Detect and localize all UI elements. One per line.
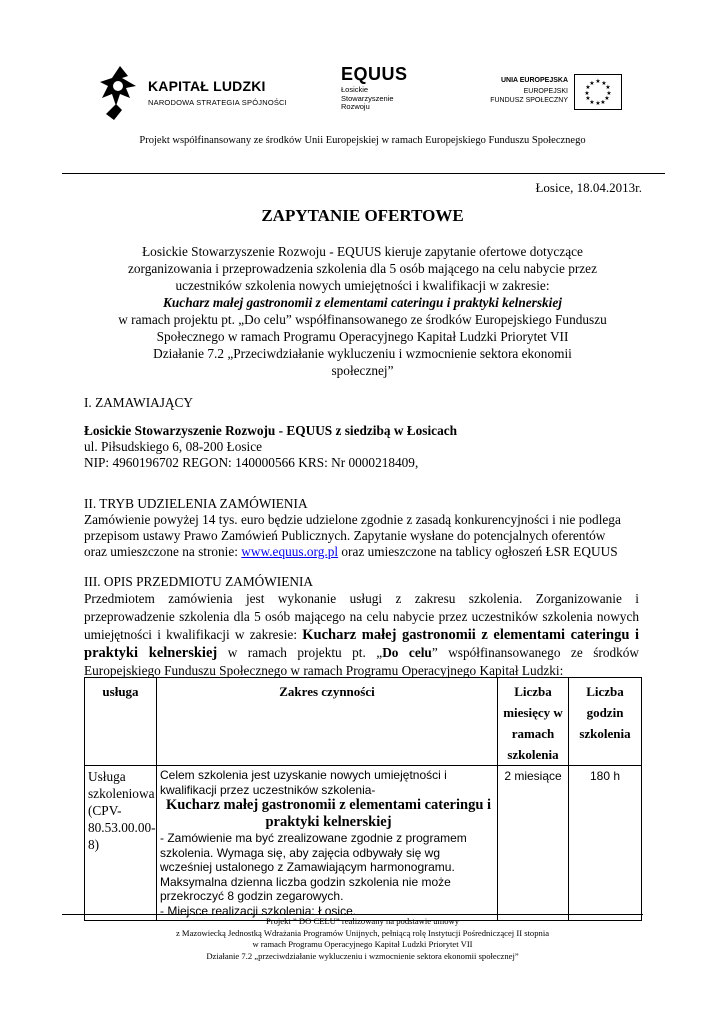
cell-months bbox=[498, 766, 569, 921]
section-3-text: w ramach projektu pt. „ bbox=[217, 645, 383, 660]
intro-line: zorganizowania i przeprowadzenia szkolenia dla 5 osób mającego na celu nabycie przez bbox=[128, 261, 597, 276]
footer bbox=[60, 916, 665, 962]
intro-line-bold: Kucharz małej gastronomii z elementami cateringu i praktyki kelnerskiej bbox=[163, 295, 562, 310]
header-months bbox=[498, 678, 569, 766]
intro-paragraph bbox=[60, 243, 665, 379]
section-3-text: umiejętności i kwalifikacji w zakresie: bbox=[84, 627, 303, 642]
header-months-line: miesięcy w bbox=[503, 705, 563, 720]
ordering-party-address: ul. Piłsudskiego 6, 08-200 Łosice bbox=[84, 439, 263, 454]
header-service bbox=[85, 678, 157, 766]
cell-scope bbox=[157, 766, 498, 921]
cell-hours bbox=[569, 766, 642, 921]
header-divider bbox=[62, 173, 665, 174]
section-2-text: oraz umieszczone na tablicy ogłoszeń ŁSR EQUUS bbox=[338, 544, 618, 559]
section-2-heading: II. TRYB UDZIELENIA ZAMÓWIENIA bbox=[84, 496, 308, 511]
scope-line: Maksymalna dzienna liczba godzin szkolenia nie może bbox=[160, 874, 451, 889]
service-line: 80.53.00.00- bbox=[88, 820, 156, 835]
services-table bbox=[84, 677, 642, 921]
footer-line: w ramach Programu Operacyjnego Kapitał Ludzki Priorytet VII bbox=[252, 939, 473, 949]
section-3-bold: Kucharz małej gastronomii z elementami cateringu i bbox=[302, 627, 639, 643]
eu-logo bbox=[490, 74, 630, 114]
ordering-party-name: Łosickie Stowarzyszenie Rozwoju - EQUUS z siedzibą w Łosicach bbox=[84, 423, 458, 438]
footer-divider bbox=[62, 914, 643, 915]
svg-text:★: ★ bbox=[589, 99, 595, 106]
svg-text:★: ★ bbox=[604, 95, 610, 102]
svg-text:★: ★ bbox=[606, 90, 612, 97]
service-line: Usługa bbox=[88, 769, 126, 784]
svg-text:★: ★ bbox=[589, 80, 595, 87]
intro-line: Działanie 7.2 „Przeciwdziałanie wykluczeniu i wzmocnienie sektora ekonomii bbox=[153, 346, 572, 361]
kapital-ludzki-logo bbox=[100, 64, 290, 122]
svg-text:★: ★ bbox=[585, 95, 591, 102]
eu-subtitle-line: FUNDUSZ SPOŁECZNY bbox=[490, 97, 568, 104]
section-1-heading: I. ZAMAWIAJĄCY bbox=[84, 395, 193, 410]
equus-website-link[interactable]: www.equus.org.pl bbox=[241, 544, 339, 559]
cell-service bbox=[85, 766, 157, 921]
section-3-text: ” współfinansowanego ze środków bbox=[431, 645, 640, 660]
section-3-line bbox=[84, 626, 639, 644]
footer-line: Działanie 7.2 „przeciwdziałanie wykluczeniu i wzmocnienie sektora ekonomii społecznej” bbox=[206, 950, 519, 961]
scope-bold-line: Kucharz małej gastronomii z elementami cateringu i bbox=[165, 797, 492, 813]
section-3-line bbox=[84, 644, 639, 662]
equus-subtitle-line: Stowarzyszenie bbox=[341, 93, 394, 103]
svg-text:★: ★ bbox=[595, 78, 601, 85]
scope-line: - Zamówienie ma być zrealizowane zgodnie z programem bbox=[160, 831, 467, 845]
equus-subtitle-line: Łosickie bbox=[341, 85, 369, 94]
footer-line: Projekt ” DO CELU” realizowany na podstawie umowy bbox=[265, 916, 460, 926]
header-service-label: usługa bbox=[102, 684, 139, 699]
table-row bbox=[85, 766, 642, 921]
scope-line: - Miejsce realizacji szkolenia: Łosice. bbox=[160, 903, 357, 918]
eu-flag-icon bbox=[574, 74, 622, 110]
hours-value: 180 h bbox=[589, 769, 621, 783]
header-hours bbox=[569, 678, 642, 766]
scope-line: wcześniej ustalonego z Zamawiającym harmonogramu. bbox=[160, 860, 455, 874]
equus-subtitle bbox=[341, 86, 394, 112]
svg-text:★: ★ bbox=[585, 84, 591, 91]
ordering-party-ids: NIP: 4960196702 REGON: 140000566 KRS: Nr 0000218409, bbox=[84, 455, 419, 470]
header-hours-line: szkolenia bbox=[579, 726, 631, 741]
section-2-line: przepisom ustawy Prawo Zamówień Publicznych. Zapytanie wysłane do potencjalnych oferentów bbox=[84, 528, 606, 543]
section-2-line: Zamówienie powyżej 14 tys. euro będzie udzielone zgodnie z zasadą konkurencyjności i nie podlega bbox=[84, 512, 621, 527]
section-3-bold: Do celu bbox=[382, 645, 432, 660]
section-3-line: Przedmiotem zamówienia jest wykonanie usługi z zakresu szkolenia. Zorganizowanie i bbox=[84, 591, 639, 606]
header-hours-line: Liczba godzin bbox=[586, 684, 624, 720]
section-3-line: Europejskiego Funduszu Społecznego w ramach Programu Operacyjnego Kapitał Ludzki: bbox=[84, 663, 564, 678]
service-line: (CPV- bbox=[88, 803, 122, 818]
intro-line: Łosickie Stowarzyszenie Rozwoju - EQUUS kieruje zapytanie ofertowe dotyczące bbox=[142, 244, 583, 259]
document-title: ZAPYTANIE OFERTOWE bbox=[261, 206, 464, 225]
header-months-line: Liczba bbox=[514, 684, 552, 699]
equus-subtitle-line: Rozwoju bbox=[341, 102, 370, 111]
intro-line: w ramach projektu pt. „Do celu” współfinansowanego ze środków Europejskiego Funduszu bbox=[118, 312, 607, 327]
section-3-heading: III. OPIS PRZEDMIOTU ZAMÓWIENIA bbox=[84, 574, 313, 589]
section-3-paragraph bbox=[84, 590, 639, 680]
header-scope bbox=[157, 678, 498, 766]
svg-text:★: ★ bbox=[601, 80, 607, 87]
kapital-ludzki-subtitle: NARODOWA STRATEGIA SPÓJNOŚCI bbox=[148, 98, 287, 107]
section-3-bold: praktyki kelnerskiej bbox=[84, 645, 218, 661]
intro-line: społecznej” bbox=[331, 363, 394, 378]
equus-logo bbox=[335, 60, 408, 120]
eu-subtitle bbox=[490, 87, 568, 105]
section-2-line bbox=[84, 544, 618, 561]
svg-text:★: ★ bbox=[584, 90, 590, 97]
scope-line: kwalifikacji przez uczestników szkolenia- bbox=[160, 782, 376, 797]
scope-line: Celem szkolenia jest uzyskanie nowych umiejętności i bbox=[160, 768, 447, 782]
service-line: szkoleniowa bbox=[88, 786, 155, 801]
header-months-line: ramach bbox=[511, 726, 555, 741]
table-header-row bbox=[85, 678, 642, 766]
service-line: 8) bbox=[88, 837, 100, 852]
scope-bold-line: praktyki kelnerskiej bbox=[265, 814, 392, 830]
intro-line: uczestników szkolenia nowych umiejętności i kwalifikacji w zakresie: bbox=[175, 278, 550, 293]
eu-subtitle-line: EUROPEJSKI bbox=[523, 88, 568, 95]
scope-line: szkolenia. Wymaga się, aby zajęcia odbywały się wg bbox=[160, 845, 441, 860]
svg-text:★: ★ bbox=[605, 84, 611, 91]
months-value: 2 miesiące bbox=[504, 769, 562, 783]
section-2-text: oraz umieszczone na stronie: bbox=[84, 544, 242, 559]
footer-line: z Mazowiecką Jednostką Wdrażania Programów Unijnych, pełniącą rolę Instytucji Pośredniczącej II stopnia bbox=[175, 927, 550, 938]
svg-text:★: ★ bbox=[600, 99, 606, 106]
kapital-ludzki-emblem-icon bbox=[100, 64, 144, 122]
header-months-line: szkolenia bbox=[507, 747, 559, 762]
header-scope-label: Zakres czynności bbox=[279, 684, 375, 699]
eu-title: UNIA EUROPEJSKA bbox=[500, 77, 568, 84]
scope-line: przekroczyć 8 godzin zegarowych. bbox=[160, 889, 344, 903]
header-project-text: Projekt współfinansowany ze środków Unii Europejskiej w ramach Europejskiego Funduszu Społecznego bbox=[139, 135, 586, 146]
equus-name: EQUUS bbox=[341, 64, 408, 84]
svg-text:★: ★ bbox=[595, 100, 601, 107]
kapital-ludzki-title: KAPITAŁ LUDZKI bbox=[148, 78, 266, 94]
intro-line: Społecznego w ramach Programu Operacyjnego Kapitał Ludzki Priorytet VII bbox=[156, 329, 569, 344]
document-date: Łosice, 18.04.2013r. bbox=[535, 180, 642, 195]
section-3-line: przeprowadzenie szkolenia dla 5 osób mającego na celu nabycie przez uczestników szkolenia nowych bbox=[84, 609, 639, 624]
